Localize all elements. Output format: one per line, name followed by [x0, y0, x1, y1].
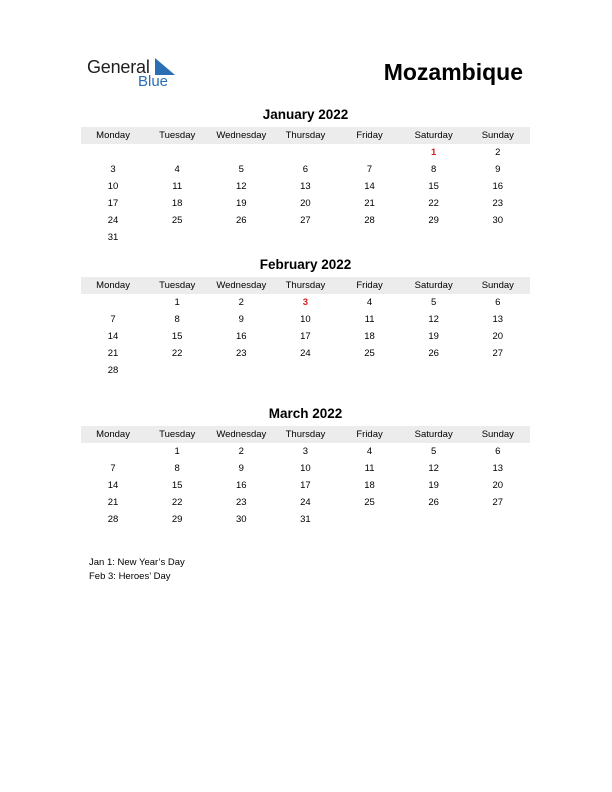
day-cell: 9: [238, 463, 244, 474]
month-title: February 2022: [259, 257, 352, 272]
day-cell: 11: [364, 463, 375, 474]
day-cell: 15: [171, 331, 183, 342]
day-cell: 17: [300, 331, 311, 342]
day-cell: [466, 229, 530, 246]
day-cell: 9: [238, 314, 244, 325]
day-cell: 5: [431, 446, 437, 457]
day-cell: [466, 362, 530, 379]
day-cell: 14: [364, 181, 375, 192]
week-row: [81, 311, 530, 328]
week-row: [81, 328, 530, 345]
day-cell: 16: [492, 181, 504, 192]
brand-logo: [87, 55, 187, 95]
week-row: [81, 229, 530, 246]
brand-word-blue: Blue: [138, 73, 169, 90]
day-cell: 2: [238, 297, 244, 308]
day-cell: 24: [300, 497, 311, 508]
day-cell: 6: [302, 164, 309, 175]
day-cell: 13: [492, 314, 504, 325]
brand-word-general: General: [87, 57, 150, 77]
week-row: [81, 178, 530, 195]
week-row: [81, 161, 530, 178]
day-cell: 22: [171, 497, 183, 508]
day-cell: 2: [495, 147, 501, 158]
day-cell: [145, 362, 209, 379]
holiday-notes: [89, 556, 185, 584]
month-title: January 2022: [262, 107, 349, 122]
day-cell: 21: [107, 348, 119, 359]
weekday-label: Monday: [96, 130, 130, 141]
day-cell: 15: [428, 181, 439, 192]
day-cell: [273, 144, 337, 161]
weekday-label: Tuesday: [159, 130, 196, 141]
day-cell: 5: [431, 297, 437, 308]
day-cell: 18: [364, 480, 375, 491]
weekday-label: Monday: [96, 429, 130, 440]
day-cell: 14: [107, 480, 119, 491]
month-title: March 2022: [268, 406, 343, 421]
day-cell: [81, 443, 145, 460]
day-cell: [81, 294, 145, 311]
day-cell: [145, 229, 209, 246]
day-cell: 3: [110, 164, 116, 175]
day-cell: [338, 229, 402, 246]
weekday-label: Sunday: [481, 280, 514, 291]
holiday-day-cell: 3: [302, 297, 309, 308]
weekday-header-row: [81, 426, 530, 443]
day-cell: 8: [431, 164, 437, 175]
country-title: Mozambique: [383, 59, 523, 85]
day-cell: 24: [300, 348, 311, 359]
day-cell: 30: [236, 514, 247, 525]
day-cell: 7: [110, 463, 116, 474]
day-cell: [145, 144, 209, 161]
day-cell: 5: [238, 164, 244, 175]
day-cell: 26: [428, 348, 439, 359]
week-row: [81, 212, 530, 229]
day-cell: 21: [107, 497, 119, 508]
week-row: [81, 477, 530, 494]
week-row: [81, 362, 530, 379]
day-cell: 31: [300, 514, 311, 525]
day-cell: 12: [428, 463, 439, 474]
day-cell: 10: [107, 181, 119, 192]
weekday-label: Monday: [96, 280, 130, 291]
day-cell: 23: [492, 198, 504, 209]
week-row: [81, 494, 530, 511]
day-cell: 28: [107, 514, 119, 525]
day-cell: 19: [428, 331, 439, 342]
day-cell: [273, 362, 337, 379]
day-cell: 17: [107, 198, 119, 209]
weekday-label: Tuesday: [159, 280, 196, 291]
week-row: [81, 294, 530, 311]
day-cell: [466, 511, 530, 528]
weekday-label: Thursday: [285, 429, 326, 440]
day-cell: 21: [364, 198, 375, 209]
holiday-note: Jan 1: New Year’s Day: [89, 557, 185, 568]
day-cell: 3: [302, 446, 309, 457]
day-cell: 26: [428, 497, 439, 508]
day-cell: 26: [236, 215, 247, 226]
day-cell: 7: [366, 164, 373, 175]
weekday-label: Friday: [356, 429, 383, 440]
day-cell: 29: [171, 514, 183, 525]
weekday-label: Thursday: [285, 280, 326, 291]
month-calendar: [81, 106, 530, 246]
day-cell: 12: [236, 181, 247, 192]
day-cell: [338, 144, 402, 161]
month-calendar: [81, 256, 530, 379]
day-cell: 31: [107, 232, 119, 243]
day-cell: 27: [492, 348, 504, 359]
day-cell: [338, 511, 402, 528]
day-cell: 10: [300, 314, 311, 325]
day-cell: [273, 229, 337, 246]
holiday-day-cell: 1: [431, 147, 437, 158]
day-cell: 13: [300, 181, 311, 192]
day-cell: 30: [492, 215, 504, 226]
day-cell: 29: [428, 215, 439, 226]
day-cell: [81, 144, 145, 161]
week-row: [81, 195, 530, 212]
day-cell: 17: [300, 480, 311, 491]
weekday-header-row: [81, 277, 530, 294]
day-cell: 25: [364, 348, 375, 359]
day-cell: 25: [364, 497, 375, 508]
weekday-header-row: [81, 127, 530, 144]
day-cell: 1: [174, 446, 180, 457]
day-cell: 16: [236, 480, 247, 491]
day-cell: [209, 362, 273, 379]
day-cell: 14: [107, 331, 119, 342]
day-cell: 19: [428, 480, 439, 491]
day-cell: 11: [172, 181, 183, 192]
weekday-label: Wednesday: [216, 429, 267, 440]
day-cell: 6: [495, 446, 501, 457]
weekday-label: Saturday: [414, 429, 453, 440]
day-cell: [402, 362, 466, 379]
day-cell: 19: [236, 198, 247, 209]
day-cell: 4: [366, 297, 373, 308]
day-cell: 15: [171, 480, 183, 491]
week-row: [81, 144, 530, 161]
day-cell: [209, 229, 273, 246]
weekday-label: Friday: [356, 130, 383, 141]
weekday-label: Sunday: [481, 429, 514, 440]
day-cell: 20: [300, 198, 311, 209]
day-cell: 16: [236, 331, 247, 342]
month-calendar: [81, 405, 530, 528]
week-row: [81, 511, 530, 528]
day-cell: 10: [300, 463, 311, 474]
week-row: [81, 345, 530, 362]
weekday-label: Thursday: [285, 130, 326, 141]
day-cell: 23: [236, 348, 247, 359]
day-cell: 11: [364, 314, 375, 325]
day-cell: 20: [492, 480, 504, 491]
day-cell: 22: [428, 198, 439, 209]
day-cell: 22: [171, 348, 183, 359]
day-cell: 7: [110, 314, 116, 325]
day-cell: [402, 229, 466, 246]
day-cell: 18: [171, 198, 183, 209]
holiday-note: Feb 3: Heroes’ Day: [89, 571, 171, 582]
weekday-label: Sunday: [481, 130, 514, 141]
day-cell: 2: [238, 446, 244, 457]
day-cell: 1: [174, 297, 180, 308]
day-cell: 12: [428, 314, 439, 325]
day-cell: 20: [492, 331, 504, 342]
weekday-label: Wednesday: [216, 130, 267, 141]
day-cell: 4: [366, 446, 373, 457]
day-cell: 8: [174, 314, 180, 325]
day-cell: [338, 362, 402, 379]
day-cell: 27: [300, 215, 311, 226]
week-row: [81, 443, 530, 460]
week-row: [81, 460, 530, 477]
weekday-label: Wednesday: [216, 280, 267, 291]
day-cell: 28: [364, 215, 375, 226]
day-cell: 13: [492, 463, 504, 474]
day-cell: 6: [495, 297, 501, 308]
day-cell: 24: [107, 215, 119, 226]
day-cell: 8: [174, 463, 180, 474]
day-cell: 28: [107, 365, 119, 376]
day-cell: 18: [364, 331, 375, 342]
day-cell: 27: [492, 497, 504, 508]
day-cell: [402, 511, 466, 528]
day-cell: [209, 144, 273, 161]
weekday-label: Friday: [356, 280, 383, 291]
day-cell: 25: [171, 215, 183, 226]
weekday-label: Tuesday: [159, 429, 196, 440]
day-cell: 23: [236, 497, 247, 508]
weekday-label: Saturday: [414, 130, 453, 141]
weekday-label: Saturday: [414, 280, 453, 291]
day-cell: 9: [495, 164, 501, 175]
day-cell: 4: [174, 164, 180, 175]
